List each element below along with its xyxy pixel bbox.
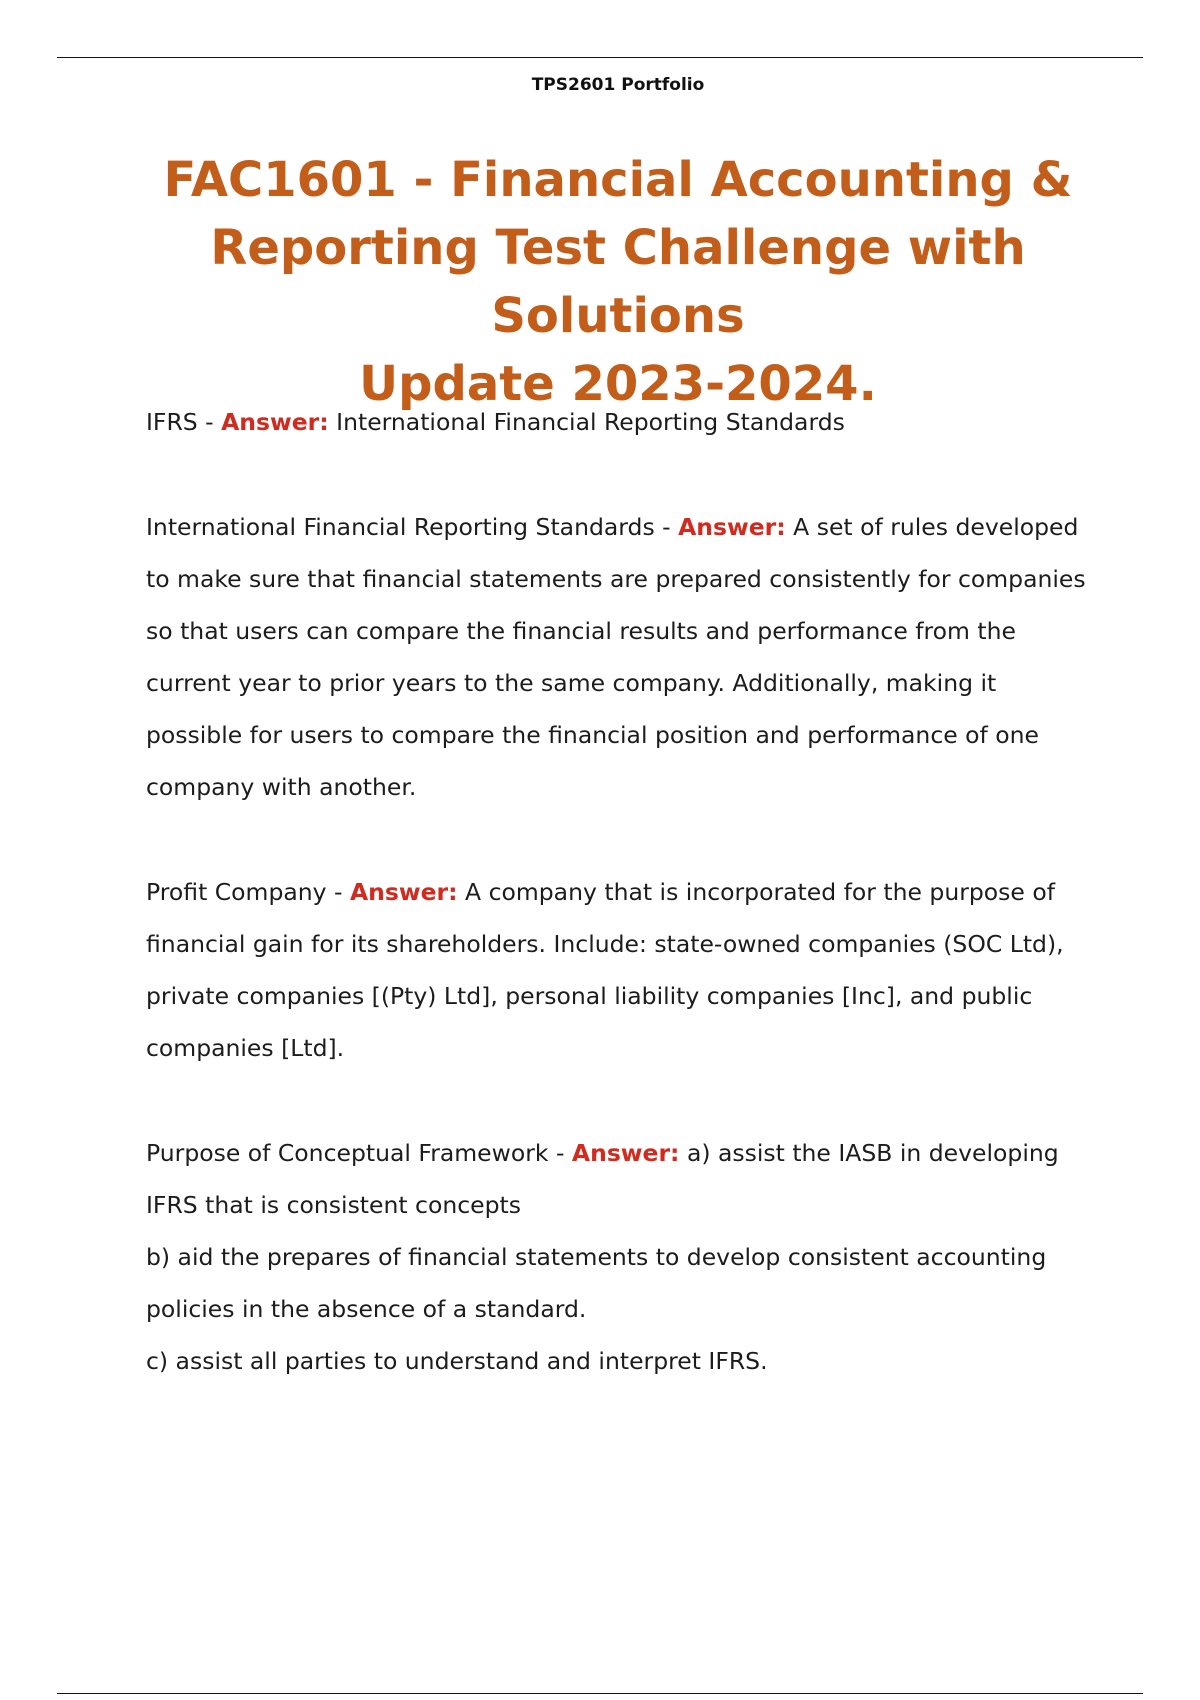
qa-entry-conceptual-framework (146, 1127, 1096, 1387)
entry-term: International Financial Reporting Standards (146, 513, 655, 541)
document-title (120, 146, 1116, 418)
title-line-2: Reporting Test Challenge with Solutions (210, 220, 1026, 344)
entry-term: Profit Company (146, 878, 327, 906)
entry-answer-a: a) assist the IASB in developing IFRS that is consistent concepts (146, 1139, 1059, 1219)
qa-entry-profit-company (146, 866, 1096, 1074)
header-rule (57, 57, 1143, 58)
answer-label: Answer: (678, 513, 786, 541)
entry-separator: - (197, 408, 222, 436)
entry-separator: - (548, 1139, 572, 1167)
entry-answer-b: b) aid the prepares of financial statements to develop consistent accounting policies in the absence of a standard. (146, 1243, 1047, 1323)
title-line-3: Update 2023-2024. (359, 356, 877, 412)
answer-label: Answer: (571, 1139, 680, 1167)
entry-answer: A company that is incorporated for the purpose of financial gain for its shareholders. Include: state-owned companies (SOC Ltd), private companies [(Pty) Ltd], personal liability companies [Inc], and public companies [Ltd]. (146, 878, 1064, 1062)
footer-rule (57, 1693, 1143, 1694)
qa-list (146, 396, 1096, 1387)
qa-entry-ifrs-definition (146, 501, 1096, 813)
entry-term: Purpose of Conceptual Framework (146, 1139, 549, 1167)
entry-term: IFRS (146, 408, 198, 436)
answer-label: Answer: (350, 878, 458, 906)
entry-answer-c: c) assist all parties to understand and interpret IFRS. (146, 1347, 768, 1375)
entry-answer: A set of rules developed to make sure that financial statements are prepared consistently for companies so that users can compare the financial results and performance from the current year to prior years to the same company. Additionally, making it possible for users to compare the financial position and performance of one company with another. (146, 513, 1086, 801)
qa-entry-ifrs (146, 396, 1096, 448)
entry-answer: International Financial Reporting Standards (336, 408, 845, 436)
entry-separator: - (654, 513, 679, 541)
answer-label: Answer: (221, 408, 329, 436)
title-line-1: FAC1601 - Financial Accounting & (163, 152, 1073, 208)
entry-separator: - (326, 878, 350, 906)
running-header: TPS2601 Portfolio (531, 75, 705, 95)
